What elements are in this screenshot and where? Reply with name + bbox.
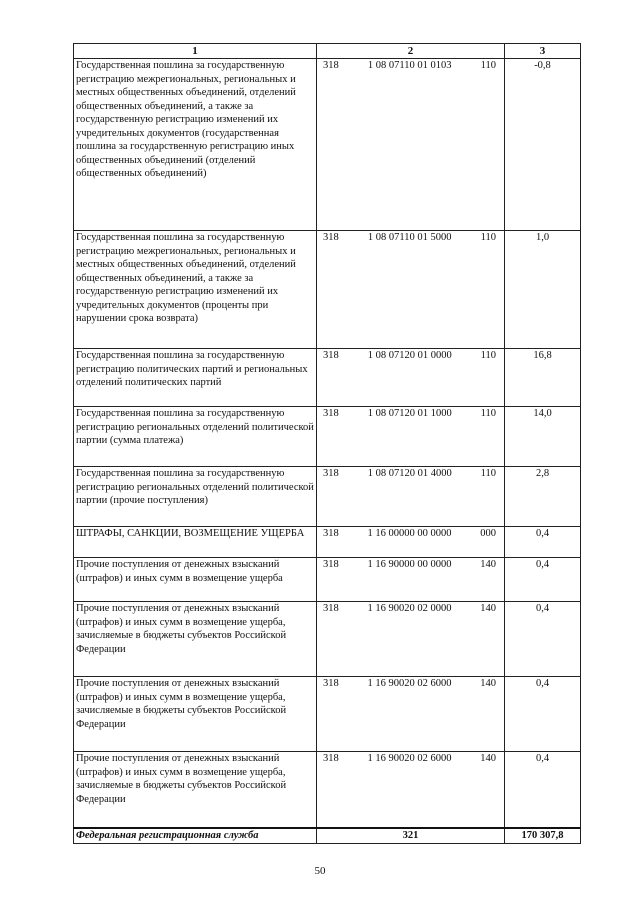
- row-description: Прочие поступления от денежных взысканий (штрафов) и иных сумм в возмещение ущерба: [74, 558, 317, 602]
- admin-code: 318: [323, 232, 339, 243]
- admin-code: 318: [323, 559, 339, 570]
- kosgu-code: 140: [480, 753, 496, 764]
- row-value: 1,0: [505, 231, 581, 349]
- admin-code: 318: [323, 468, 339, 479]
- row-description: Прочие поступления от денежных взысканий (штрафов) и иных сумм в возмещение ущерба, зачисляемые в бюджеты субъектов Российской Федерации: [74, 677, 317, 752]
- table-row: [74, 602, 581, 677]
- admin-code: 318: [323, 528, 339, 539]
- total-row: [74, 828, 581, 844]
- admin-code: 318: [323, 678, 339, 689]
- revenue-code: 1 16 90020 02 0000: [367, 603, 452, 614]
- row-description: ШТРАФЫ, САНКЦИИ, ВОЗМЕЩЕНИЕ УЩЕРБА: [74, 527, 317, 558]
- row-description: Прочие поступления от денежных взысканий (штрафов) и иных сумм в возмещение ущерба, зачисляемые в бюджеты субъектов Российской Федерации: [74, 602, 317, 677]
- row-value: 0,4: [505, 677, 581, 752]
- total-code: 321: [317, 828, 505, 844]
- row-value: 2,8: [505, 467, 581, 527]
- row-description: Государственная пошлина за государственную регистрацию политических партий и региональных отделений политических партий: [74, 349, 317, 407]
- row-value: 16,8: [505, 349, 581, 407]
- total-description: Федеральная регистрационная служба: [74, 828, 317, 844]
- table-row: [74, 558, 581, 602]
- table-row: [74, 677, 581, 752]
- table-row: [74, 752, 581, 828]
- revenue-code: 1 16 90020 02 6000: [367, 678, 452, 689]
- admin-code: 318: [323, 408, 339, 419]
- row-codes: [317, 558, 505, 602]
- table-row: [74, 467, 581, 527]
- revenue-code: 1 16 00000 00 0000: [367, 528, 452, 539]
- kosgu-code: 110: [480, 468, 496, 479]
- revenue-code: 1 16 90000 00 0000: [367, 559, 452, 570]
- column-header-2: 2: [317, 44, 505, 59]
- page-number: 50: [314, 865, 326, 877]
- row-description: Государственная пошлина за государственную регистрацию региональных отделений политической партии (сумма платежа): [74, 407, 317, 467]
- row-codes: [317, 677, 505, 752]
- kosgu-code: 000: [480, 528, 496, 539]
- admin-code: 318: [323, 350, 339, 361]
- row-value: 0,4: [505, 752, 581, 828]
- row-codes: [317, 527, 505, 558]
- admin-code: 318: [323, 60, 339, 71]
- row-description: Государственная пошлина за государственную регистрацию региональных отделений политической партии (прочие поступления): [74, 467, 317, 527]
- row-codes: [317, 349, 505, 407]
- table-row: [74, 407, 581, 467]
- admin-code: 318: [323, 603, 339, 614]
- row-codes: [317, 467, 505, 527]
- row-codes: [317, 59, 505, 231]
- revenue-code: 1 08 07120 01 4000: [367, 468, 452, 479]
- revenue-code: 1 16 90020 02 6000: [367, 753, 452, 764]
- kosgu-code: 140: [480, 559, 496, 570]
- column-header-1: 1: [74, 44, 317, 59]
- row-value: 0,4: [505, 527, 581, 558]
- revenue-code: 1 08 07120 01 0000: [367, 350, 452, 361]
- kosgu-code: 140: [480, 678, 496, 689]
- table-row: [74, 59, 581, 231]
- kosgu-code: 110: [480, 232, 496, 243]
- table-row: [74, 527, 581, 558]
- kosgu-code: 110: [480, 350, 496, 361]
- row-description: Государственная пошлина за государственную регистрацию межрегиональных, региональных и местных общественных объединений, отделений общественных объединений, а также за государственную регистрацию изменений их учредительных документов (проценты при нарушении срока возврата): [74, 231, 317, 349]
- kosgu-code: 140: [480, 603, 496, 614]
- table-header-row: [74, 44, 581, 59]
- row-codes: [317, 407, 505, 467]
- row-description: Государственная пошлина за государственную регистрацию межрегиональных, региональных и местных общественных объединений, отделений общественных объединений, а также за государственную регистрацию изменений их учредительных документов (государственная пошлина за государственную регистрацию иных общественных объединений (отделений общественных объединений): [74, 59, 317, 231]
- kosgu-code: 110: [480, 408, 496, 419]
- row-value: 0,4: [505, 558, 581, 602]
- row-description: Прочие поступления от денежных взысканий (штрафов) и иных сумм в возмещение ущерба, зачисляемые в бюджеты субъектов Российской Федерации: [74, 752, 317, 828]
- revenue-code: 1 08 07120 01 1000: [367, 408, 452, 419]
- total-value: 170 307,8: [505, 828, 581, 844]
- row-value: 14,0: [505, 407, 581, 467]
- admin-code: 318: [323, 753, 339, 764]
- row-value: -0,8: [505, 59, 581, 231]
- kosgu-code: 110: [480, 60, 496, 71]
- budget-revenue-table: [73, 43, 581, 844]
- revenue-code: 1 08 07110 01 5000: [367, 232, 452, 243]
- row-codes: [317, 231, 505, 349]
- column-header-3: 3: [505, 44, 581, 59]
- row-codes: [317, 602, 505, 677]
- revenue-code: 1 08 07110 01 0103: [367, 60, 452, 71]
- table-row: [74, 349, 581, 407]
- table-row: [74, 231, 581, 349]
- row-codes: [317, 752, 505, 828]
- row-value: 0,4: [505, 602, 581, 677]
